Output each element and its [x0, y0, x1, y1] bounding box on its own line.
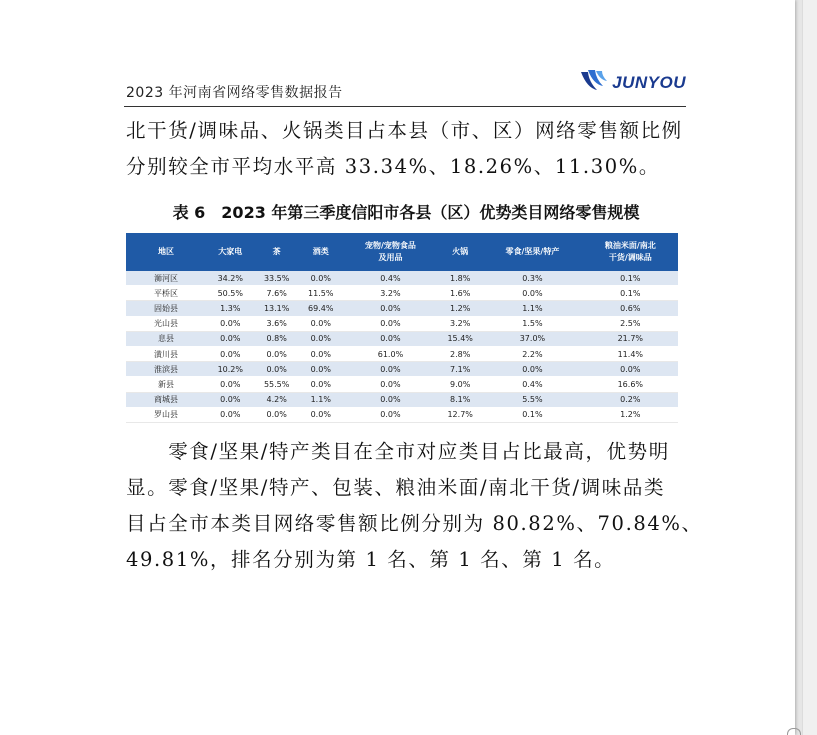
paragraph-bottom: [126, 434, 703, 578]
value-cell: 11.4%: [583, 346, 678, 361]
paragraph-line: 北干货/调味品、火锅类目占本县（市、区）网络零售额比例: [126, 119, 683, 142]
table-row: [126, 331, 678, 346]
value-cell: 0.0%: [206, 346, 255, 361]
value-cell: 0.1%: [583, 286, 678, 301]
table-header-cell: 宠物/宠物食品 及用品: [343, 233, 438, 271]
table-row: [126, 346, 678, 361]
value-cell: 0.0%: [482, 362, 582, 377]
logo-text: JUNYOU: [612, 73, 686, 92]
table-row: [126, 362, 678, 377]
value-cell: 0.0%: [206, 407, 255, 422]
value-cell: 0.0%: [299, 362, 343, 377]
paragraph-top: [126, 113, 686, 185]
value-cell: 9.0%: [438, 377, 482, 392]
value-cell: 11.5%: [299, 286, 343, 301]
region-cell: 平桥区: [126, 286, 206, 301]
region-cell: 淮滨县: [126, 362, 206, 377]
value-cell: 0.1%: [583, 271, 678, 286]
value-cell: 0.0%: [299, 331, 343, 346]
region-cell: 息县: [126, 331, 206, 346]
value-cell: 1.1%: [299, 392, 343, 407]
region-cell: 浉河区: [126, 271, 206, 286]
value-cell: 0.8%: [255, 331, 299, 346]
paragraph-line: 零食/坚果/特产类目在全市对应类目占比最高，优势明: [126, 440, 670, 463]
value-cell: 50.5%: [206, 286, 255, 301]
table-header-cell: 地区: [126, 233, 206, 271]
value-cell: 21.7%: [583, 331, 678, 346]
value-cell: 55.5%: [255, 377, 299, 392]
table-header-row: [126, 233, 678, 271]
value-cell: 0.2%: [583, 392, 678, 407]
value-cell: 0.0%: [206, 392, 255, 407]
value-cell: 1.2%: [438, 301, 482, 316]
value-cell: 1.2%: [583, 407, 678, 422]
scroll-indicator-icon: [787, 728, 801, 735]
value-cell: 0.0%: [299, 377, 343, 392]
value-cell: 5.5%: [482, 392, 582, 407]
value-cell: 0.0%: [343, 392, 438, 407]
vertical-scrollbar[interactable]: [802, 0, 817, 735]
value-cell: 3.2%: [343, 286, 438, 301]
table-header-cell: 酒类: [299, 233, 343, 271]
logo: [579, 68, 686, 98]
value-cell: 0.0%: [343, 301, 438, 316]
table-row: [126, 377, 678, 392]
value-cell: 1.5%: [482, 316, 582, 331]
header-title: 2023 年河南省网络零售数据报告: [126, 85, 343, 101]
region-cell: 潢川县: [126, 346, 206, 361]
value-cell: 0.0%: [206, 316, 255, 331]
table-body: [126, 271, 678, 422]
table-row: [126, 271, 678, 286]
value-cell: 10.2%: [206, 362, 255, 377]
value-cell: 15.4%: [438, 331, 482, 346]
value-cell: 0.4%: [343, 271, 438, 286]
page-header: [124, 68, 686, 107]
value-cell: 0.0%: [255, 362, 299, 377]
value-cell: 16.6%: [583, 377, 678, 392]
value-cell: 0.0%: [299, 316, 343, 331]
value-cell: 0.4%: [482, 377, 582, 392]
value-cell: 33.5%: [255, 271, 299, 286]
value-cell: 0.1%: [482, 407, 582, 422]
table-header-cell: 大家电: [206, 233, 255, 271]
region-cell: 新县: [126, 377, 206, 392]
table-row: [126, 316, 678, 331]
value-cell: 0.3%: [482, 271, 582, 286]
region-cell: 固始县: [126, 301, 206, 316]
paragraph-line: 分别较全市平均水平高 33.34%、18.26%、11.30%。: [126, 155, 660, 178]
wave-logo-icon: [579, 68, 609, 98]
value-cell: 0.0%: [482, 286, 582, 301]
table-header-cell: 茶: [255, 233, 299, 271]
value-cell: 0.0%: [343, 331, 438, 346]
value-cell: 1.3%: [206, 301, 255, 316]
table-caption: 表 6 2023 年第三季度信阳市各县（区）优势类目网络零售规模: [172, 203, 640, 222]
table-header-cell: 零食/坚果/特产: [482, 233, 582, 271]
region-cell: 光山县: [126, 316, 206, 331]
region-cell: 商城县: [126, 392, 206, 407]
value-cell: 4.2%: [255, 392, 299, 407]
paragraph-line: 显。零食/坚果/特产、包装、粮油米面/南北干货/调味品类: [126, 476, 666, 499]
value-cell: 3.2%: [438, 316, 482, 331]
region-cell: 罗山县: [126, 407, 206, 422]
value-cell: 0.0%: [299, 346, 343, 361]
value-cell: 7.1%: [438, 362, 482, 377]
value-cell: 69.4%: [299, 301, 343, 316]
value-cell: 37.0%: [482, 331, 582, 346]
table-header-cell: 粮油米面/南北 干货/调味品: [583, 233, 678, 271]
table-row: [126, 407, 678, 422]
value-cell: 1.8%: [438, 271, 482, 286]
value-cell: 2.2%: [482, 346, 582, 361]
value-cell: 2.5%: [583, 316, 678, 331]
table-row: [126, 392, 678, 407]
value-cell: 0.0%: [343, 316, 438, 331]
value-cell: 2.8%: [438, 346, 482, 361]
value-cell: 12.7%: [438, 407, 482, 422]
value-cell: 34.2%: [206, 271, 255, 286]
value-cell: 3.6%: [255, 316, 299, 331]
value-cell: 0.0%: [583, 362, 678, 377]
paragraph-line: 49.81%，排名分别为第 1 名、第 1 名、第 1 名。: [126, 548, 616, 571]
table-header-cell: 火锅: [438, 233, 482, 271]
value-cell: 0.0%: [299, 271, 343, 286]
value-cell: 0.0%: [255, 346, 299, 361]
value-cell: 0.0%: [206, 377, 255, 392]
value-cell: 1.6%: [438, 286, 482, 301]
value-cell: 0.6%: [583, 301, 678, 316]
value-cell: 0.0%: [206, 331, 255, 346]
value-cell: 61.0%: [343, 346, 438, 361]
value-cell: 7.6%: [255, 286, 299, 301]
value-cell: 1.1%: [482, 301, 582, 316]
paragraph-line: 目占全市本类目网络零售额比例分别为 80.82%、70.84%、: [126, 512, 703, 535]
value-cell: 0.0%: [343, 377, 438, 392]
value-cell: 0.0%: [255, 407, 299, 422]
value-cell: 0.0%: [343, 407, 438, 422]
value-cell: 8.1%: [438, 392, 482, 407]
table-row: [126, 301, 678, 316]
value-cell: 13.1%: [255, 301, 299, 316]
value-cell: 0.0%: [299, 407, 343, 422]
value-cell: 0.0%: [343, 362, 438, 377]
table-row: [126, 286, 678, 301]
data-table: [126, 233, 678, 423]
